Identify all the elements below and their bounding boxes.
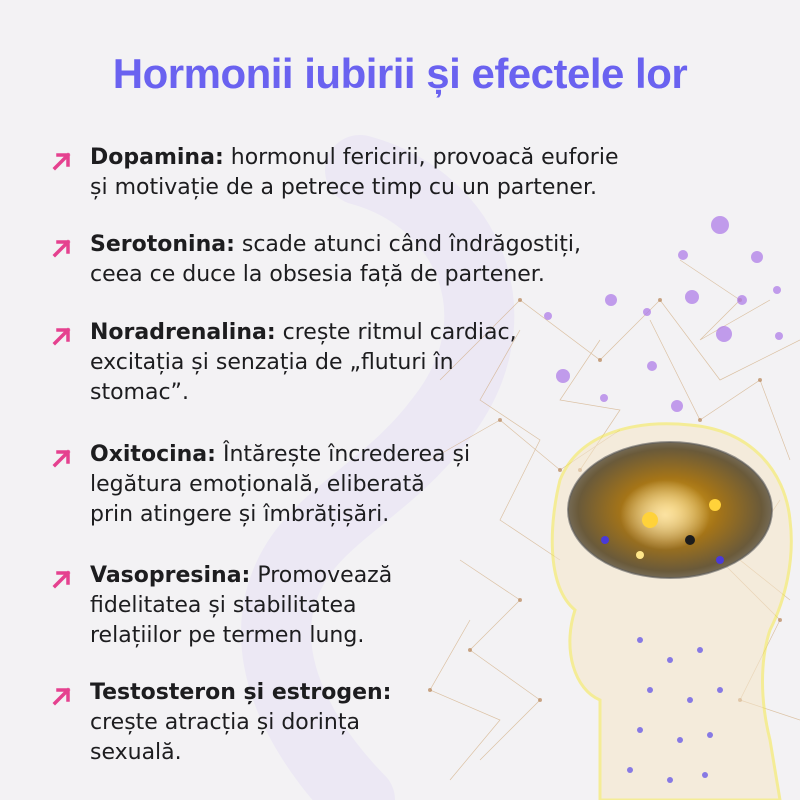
hormone-description: excitația și senzația de „fluturi în (90, 350, 454, 375)
arrow-up-right-icon (50, 149, 74, 173)
item-text (90, 440, 560, 530)
item-text (90, 561, 510, 651)
list-item-oxitocina (50, 440, 560, 530)
list-item-testosteron-estrogen (50, 678, 510, 768)
item-text (90, 230, 690, 290)
list-item-vasopresina (50, 561, 510, 651)
item-text (90, 678, 510, 768)
hormone-description: fidelitatea și stabilitatea (90, 593, 357, 618)
item-text (90, 318, 610, 408)
hormone-description: legătura emoțională, eliberată (90, 472, 425, 497)
hormone-description: stomac”. (90, 380, 189, 405)
list-item-serotonina (50, 230, 690, 290)
hormone-description: Întărește încrederea și (222, 442, 471, 467)
hormone-name: Noradrenalina: (90, 320, 276, 345)
list-item-noradrenalina (50, 318, 610, 408)
hormone-description: relațiilor pe termen lung. (90, 623, 365, 648)
hormone-description: și motivație de a petrece timp cu un partener. (90, 175, 597, 200)
arrow-up-right-icon (50, 324, 74, 348)
hormone-description: hormonul fericirii, provoacă euforie (230, 145, 619, 170)
hormone-name: Serotonina: (90, 232, 235, 257)
hormone-name: Vasopresina: (90, 563, 251, 588)
hormone-description: crește atracția și dorința (90, 710, 360, 735)
arrow-up-right-icon (50, 684, 74, 708)
arrow-up-right-icon (50, 236, 74, 260)
arrow-up-right-icon (50, 446, 74, 470)
arrow-up-right-icon (50, 567, 74, 591)
list-item-dopamina (50, 143, 690, 203)
item-text (90, 143, 690, 203)
hormone-description: crește ritmul cardiac, (282, 320, 517, 345)
hormone-name: Dopamina: (90, 145, 224, 170)
hormone-name: Oxitocina: (90, 442, 216, 467)
page-title: Hormonii iubirii și efectele lor (112, 50, 688, 97)
hormone-description: ceea ce duce la obsesia față de partener. (90, 262, 545, 287)
hormone-description: scade atunci când îndrăgostiți, (241, 232, 581, 257)
hormone-name: Testosteron și estrogen: (90, 680, 392, 705)
hormone-description: sexuală. (90, 740, 182, 765)
hormone-description: prin atingere și îmbrățișări. (90, 502, 390, 527)
hormone-description: Promovează (257, 563, 393, 588)
